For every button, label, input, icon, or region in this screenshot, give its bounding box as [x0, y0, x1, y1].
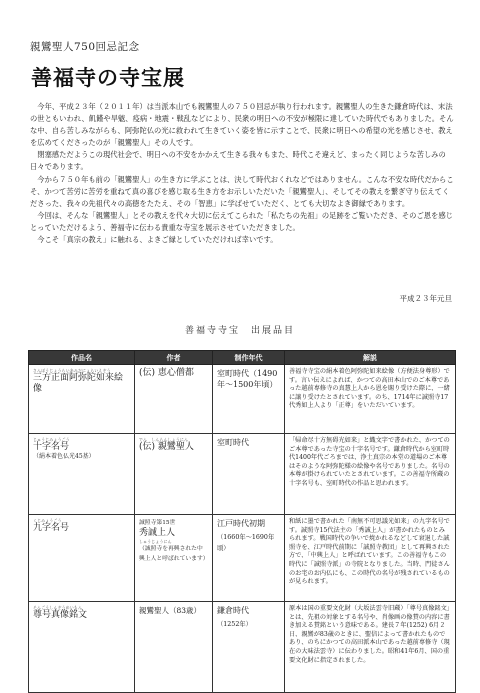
item-era: 室町時代 [217, 438, 249, 447]
table-header-row [29, 351, 456, 365]
item-name: 十字名号 [33, 442, 70, 452]
cell-desc: 善福寺寺宝の絹本着色阿弥陀如来絵像（方便法身尊形）です。言い伝えによれば、かつての高田本山でのご本尊であった越前専修寺の真慧上人から恩を賜り受けた際に、一緒に譲り受けたとされています。のち、1714年に誠照寺17代秀如上人より「正尊」をいただいています。 [285, 365, 456, 434]
author-note: （誠照寺を再興された中興上人と呼ばれています） [139, 546, 209, 562]
cell-author [135, 365, 213, 434]
item-era: 江戸時代初期 [217, 519, 265, 528]
cell-name [29, 515, 135, 602]
cell-era [213, 515, 285, 602]
item-era: 室町時代（1490年〜1500年頃） [217, 369, 278, 389]
table-row [29, 365, 456, 434]
col-header-name: 作品名 [29, 351, 135, 365]
cell-name [29, 365, 135, 434]
item-era-years: （1252年） [217, 621, 252, 628]
cell-desc: 原本は国の重要文化財（大坂法雲寺旧蔵）「尊号真像銘文」とは、先祖の対象とする名号や、肖像画の像賛の内容に書き加える賛銘という意味である。建長７年(1252) 6月２日、親鸞が83歳のときに、聖信によって書かれたものであり、のちにかつての高田派本山であった越前専修寺（現在の大味法雲寺）に伝わりました。昭和41年6月、国の重要文化財に指定されました。 [285, 602, 456, 693]
author-ruby: でん しんらんしょうにん [139, 437, 189, 442]
author-ruby: しゅうじょうにん [139, 539, 172, 544]
item-author: (伝) 恵心僧都 [139, 368, 194, 378]
item-author: 秀誠上人 [139, 528, 176, 538]
intro-paragraph: 今回は、そんな「親鸞聖人」とその教えを代々大切に伝えてこられた「私たちの先祖」の足跡をご覧いただき、そのご恩を感じとっていただけるよう、善福寺に伝わる貴重な寺宝を展示させていただきました。 [30, 210, 453, 232]
name-ruby: さんぽうじょうらいあみだにょらいえぞう [33, 368, 111, 373]
item-author: 親鸞聖人（83歳） [139, 606, 202, 615]
item-era-years: （1660年〜1690年頃） [217, 534, 275, 552]
name-ruby: くじみょうごう [33, 518, 62, 523]
exhibit-list-title: 善福寺寺宝 出展品目 [184, 326, 295, 336]
page-title: 善福寺の寺宝展 [31, 65, 185, 90]
cell-desc: 和紙に墨で書かれた「南無不可思議光如来」の九字名号です。誠照寺15代法主の「秀誠上人」が書かれたものとみられます。戦国時代の争いで焼かれるなどして衰退した誠照寺を、江戸時代前期に「誠照寺教団」として再興された方で、「中興上人」と呼ばれています。この善福寺もこの時代に「誠照寺派」の寺院となりました。当時、門徒さんのお宅のお内仏にも、この時代の名号が残されているものが見られます。 [285, 515, 456, 602]
cell-name [29, 434, 135, 515]
cell-author [135, 434, 213, 515]
item-name: 尊号真像銘文 [33, 610, 88, 620]
cell-era [213, 434, 285, 515]
intro-paragraph: 今こそ「真宗の教え」に触れる、よきご縁としていただければ幸いです。 [37, 235, 278, 245]
cell-desc: 「帰命尽十方無碍光如来」と織文字で書かれた、かつてのご本尊であった寺宝の十字名号です。鎌倉時代から室町時代1400年代ごろまでは、浄土真宗の本堂の道場のご本尊はそのような阿弥陀様の絵像や名号でありました。名号の本尊が掛けられていたとされています。この善福寺所蔵の十字名号も、室町時代の作品と思われます。 [285, 434, 456, 515]
item-name-note: （絹本着色仏光45基） [33, 453, 95, 460]
item-author: (伝) 親鸞聖人 [139, 442, 194, 452]
intro-paragraph: 閉塞感ただようこの現代社会で、明日への不安をかかえて生きる我々もまた、時代こそ違えど、まったく同じような苦しみの日々であります。 [30, 150, 446, 172]
intro-text [30, 101, 454, 246]
cell-author [135, 515, 213, 602]
col-header-desc: 解説 [285, 351, 456, 365]
item-name: 三方正面阿弥陀如来絵像 [33, 373, 124, 394]
intro-paragraph: 今から７５０年も前の「親鸞聖人」の生き方に学ぶことは、決して時代おくれなどではありません。こんな不安な時代だからこそ、かつて苦労に苦労を重ねて真の喜びを感じ取る生き方をお示しいただいた「親鸞聖人」、そしてその教えを繋ぎ守り伝えてくださった、我々の先祖代々の高徳をたたえ、その「智恵」に学ばせていただく、とても大切なよき御縁であります。 [30, 174, 454, 208]
item-name: 九字名号 [33, 523, 70, 533]
name-ruby: そんごうしんぞうめいもん [33, 605, 83, 610]
cell-era [213, 365, 285, 434]
table-row [29, 515, 456, 602]
col-header-author: 作者 [135, 351, 213, 365]
name-ruby: じゅうじみょうごう [33, 437, 70, 442]
intro-paragraph: 今年、平成２３年（２０１１年）は当派本山でも親鸞聖人の７５０回忌が執り行われます。親鸞聖人の生きた鎌倉時代は、末法の世ともいわれ、飢饉や旱魃、疫病・地震・戦乱などにより、民衆の明日への不安が極限に達していた時代でもありました。そんな中、自ら苦しみながらも、阿弥陀仏の光に救われて生きていく姿を皆に示すことで、民衆に明日への希望の光を感じさせ、教えを広めてくださったのが「親鸞聖人」その人です。 [30, 102, 454, 148]
author-affiliation: 誠照寺第15世 [139, 520, 176, 526]
exhibit-table [28, 350, 456, 693]
table-row [29, 434, 456, 515]
memorial-subtitle: 親鸞聖人750回忌記念 [30, 41, 140, 53]
date-line: 平成２３年元旦 [399, 294, 452, 303]
item-era: 鎌倉時代 [217, 606, 249, 615]
col-header-era: 制作年代 [213, 351, 285, 365]
